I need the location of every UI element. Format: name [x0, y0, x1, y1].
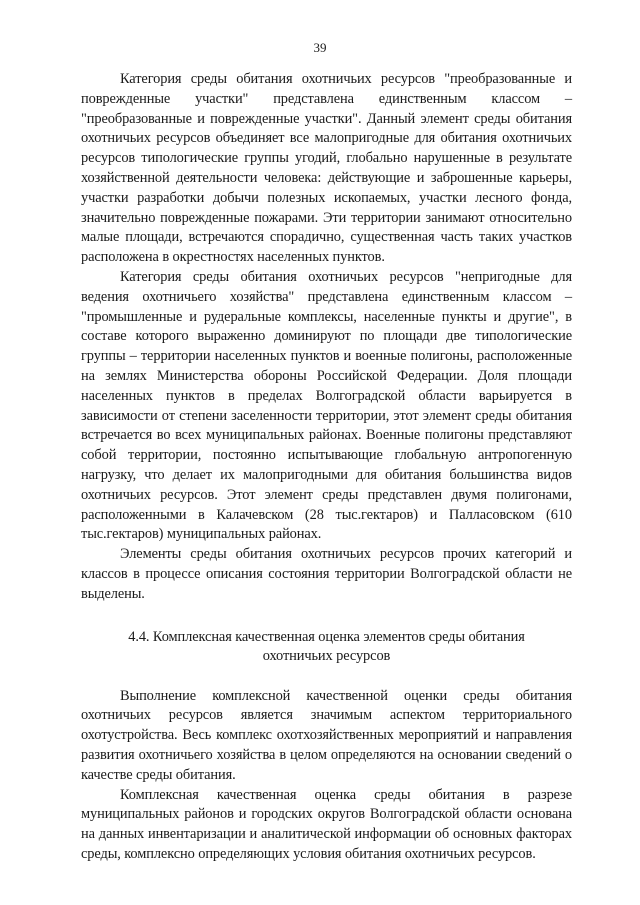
paragraph-degraded-areas: Категория среды обитания охотничьих ресурсов "преобразованные и поврежденные участки" представлена единственным классом – "преобразованные и поврежденные участки". Данный элемент среды обитания охотничьих ресурсов объединяет все малопригодные для обитания охотничьих ресурсов типологические группы угодий, глобально нарушенные в результате хозяйственной деятельности человека: действующие и заброшенные карьеры, участки разработки добычи полезных ископаемых, участки лесного фонда, значительно поврежденные пожарами. Эти территории занимают относительно малые площади, встречаются спорадично, существенная часть таких участков расположена в окрестностях населенных пунктов. [81, 71, 572, 266]
section-heading-line-1: 4.4. Комплексная качественная оценка элементов среды обитания [128, 628, 525, 645]
section-heading-line-2: охотничьих ресурсов [262, 647, 391, 664]
page-number: 39 [313, 40, 327, 55]
page-content [81, 70, 572, 865]
paragraph-assessment-importance: Выполнение комплексной качественной оценки среды обитания охотничьих ресурсов является значимым аспектом территориального охотустройства. Весь комплекс охотхозяйственных мероприятий и направления развития охотничьего хозяйства в целом определяются на основании сведений о качестве среды обитания. [81, 687, 572, 783]
paragraph-assessment-basis: Комплексная качественная оценка среды обитания в разрезе муниципальных районов и городских округов Волгоградской области основана на данных инвентаризации и аналитической информации об основных факторах среды, комплексно определяющих условия обитания охотничьих ресурсов. [81, 786, 572, 862]
section-heading [81, 628, 572, 666]
paragraph-unsuitable-areas: Категория среды обитания охотничьих ресурсов "непригодные для ведения охотничьего хозяйства" представлена единственным классом – "промышленные и рудеральные комплексы, населенные пункты и другие", в составе которого выраженно доминируют по площади две типологические группы – территории населенных пунктов и военные полигоны, расположенные на землях Министерства обороны Российской Федерации. Доля площади населенных пунктов в пределах Волгоградской области варьируется в зависимости от степени заселенности территории, этот элемент среды обитания встречается во всех муниципальных районах. Военные полигоны представляют собой территории, постоянно испытывающие глобальную антропогенную нагрузку, что делает их малопригодными для обитания большинства видов охотничьих ресурсов. Этот элемент среды представлен двумя полигонами, расположенными в Калачевском (28 тыс.гектаров) и Палласовском (610 тыс.гектаров) муниципальных районах. [81, 268, 572, 543]
paragraph-other-categories: Элементы среды обитания охотничьих ресурсов прочих категорий и классов в процессе описания состояния территории Волгоградской области не выделены. [81, 546, 572, 602]
